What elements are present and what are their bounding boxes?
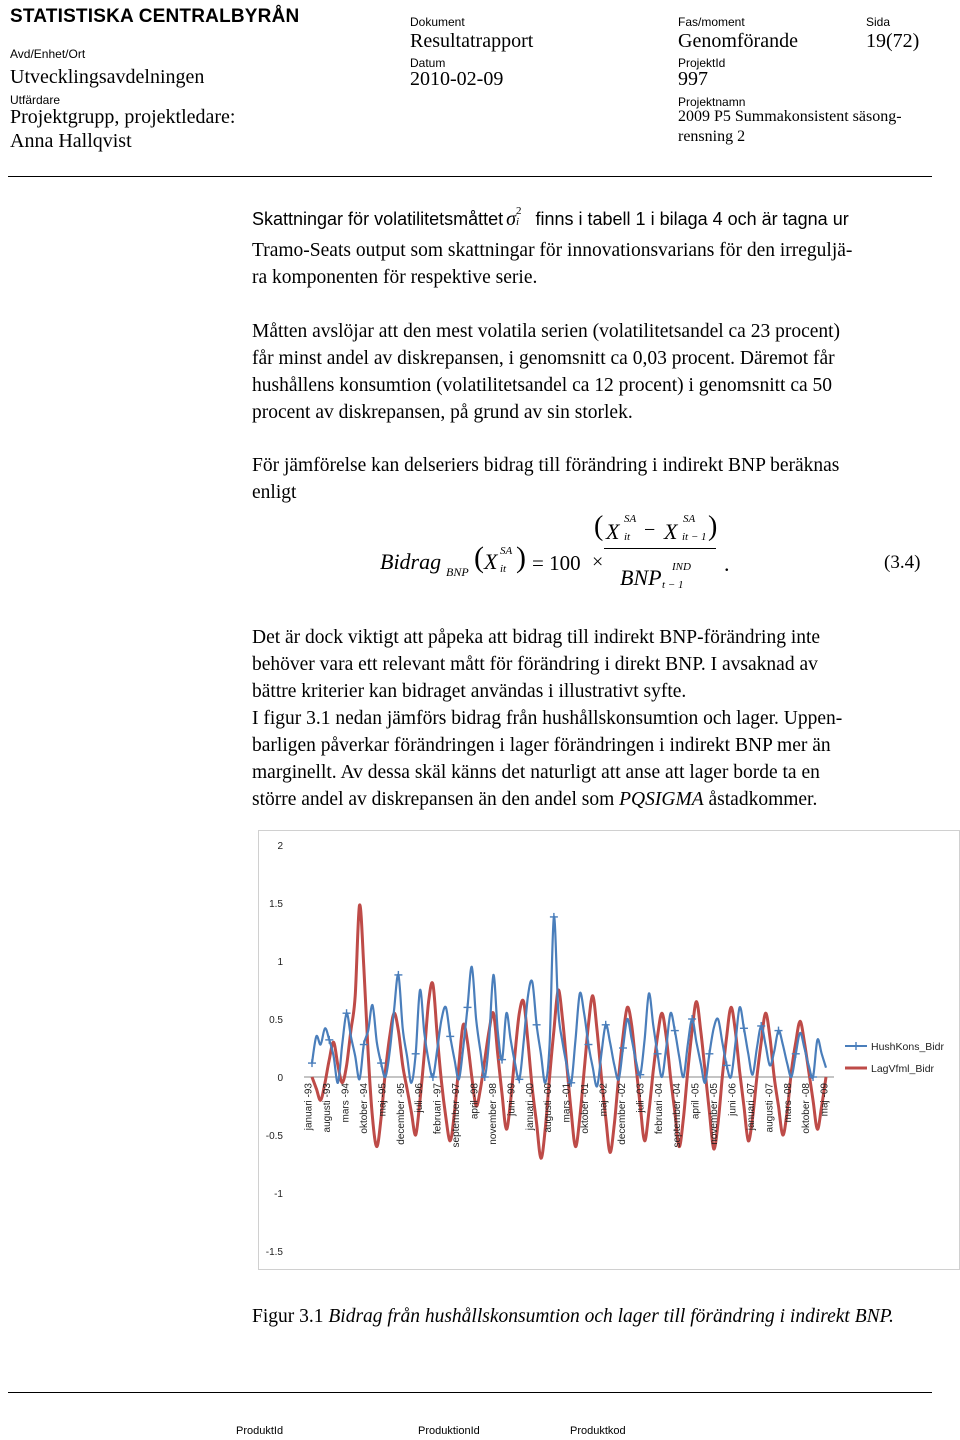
- chart-legend: [845, 1041, 944, 1075]
- project-id-label: ProjektId: [678, 56, 726, 70]
- sigma-sup: 2: [516, 204, 522, 217]
- x-tick-label: december -95: [395, 1083, 407, 1145]
- paragraph-2: [252, 318, 928, 426]
- formula-num-rparen: ): [708, 511, 718, 542]
- x-tick-label: april -98: [469, 1083, 481, 1120]
- issuer-line2: Anna Hallqvist: [10, 130, 132, 152]
- sigma-sub: i: [516, 215, 520, 228]
- phase-label: Fas/moment: [678, 15, 745, 29]
- x-tick-label: mars -94: [340, 1083, 352, 1123]
- formula-number: (3.4): [884, 552, 921, 573]
- p4-line-7-pre: större andel av diskrepansen än den andel som: [252, 789, 620, 810]
- x-tick-label: mars -08: [782, 1083, 794, 1123]
- p1-line-2: Tramo-Seats output som skattningar för innovationsvarians för den irreguljä-: [252, 240, 853, 261]
- y-tick-label: -1.5: [265, 1247, 283, 1258]
- p4-line-4: I figur 3.1 nedan jämförs bidrag från hushållskonsumtion och lager. Uppen-: [252, 708, 843, 729]
- series-line-hushkons-bidr: [312, 917, 826, 1087]
- formula-den-sub: t − 1: [662, 579, 684, 591]
- x-tick-label: oktober -01: [580, 1083, 592, 1134]
- footer-rule: [8, 1392, 932, 1393]
- series-point: [705, 1050, 713, 1058]
- x-tick-label: september -04: [672, 1083, 684, 1148]
- doc-value: Resultatrapport: [410, 30, 534, 52]
- project-name-label: Projektnamn: [678, 95, 746, 109]
- footer-produktkod: Produktkod: [570, 1425, 626, 1437]
- x-tick-label: februari -04: [653, 1083, 665, 1135]
- series-point: [394, 971, 402, 979]
- issuer-line1: Projektgrupp, projektledare:: [10, 106, 236, 128]
- fraction-bar: [604, 548, 716, 549]
- x-axis-labels: [304, 1083, 831, 1148]
- x-tick-label: juni -99: [506, 1083, 518, 1116]
- formula-den-bnp: BNP: [620, 565, 662, 590]
- p4-line-7-em: PQSIGMA: [619, 789, 704, 810]
- figure-caption: [252, 1306, 894, 1328]
- p4-line-7: [252, 786, 928, 813]
- org-name: STATISTISKA CENTRALBYRÅN: [10, 6, 300, 27]
- formula-num-lparen: (: [594, 511, 604, 542]
- formula-num-minus: −: [644, 519, 656, 541]
- series-point: [412, 1050, 420, 1058]
- footer-produkt-id: ProduktId: [236, 1425, 284, 1437]
- p1-line-1: [252, 206, 928, 233]
- p4-line-1: Det är dock viktigt att påpeka att bidrag till indirekt BNP-förändring inte: [252, 627, 821, 648]
- p1-text-pre: Skattningar för volatilitetsmåttet: [252, 209, 504, 229]
- x-tick-label: juli -96: [414, 1083, 426, 1113]
- p1-line-3: ra komponenten för respektive serie.: [252, 267, 538, 288]
- series-point: [550, 913, 558, 921]
- x-tick-label: mars -01: [561, 1083, 573, 1123]
- x-tick-label: augusti -00: [543, 1083, 555, 1133]
- formula-num-x1: X: [606, 519, 620, 544]
- p4-line-2: behöver vara ett relevant mått för förändring i direkt BNP. I avsaknad av: [252, 654, 818, 675]
- dept-label: Avd/Enhet/Ort: [10, 47, 86, 61]
- p4-line-3: bättre kriterier kan bidraget användas i illustrativt syfte.: [252, 681, 687, 702]
- formula-num-x2-sub: it − 1: [682, 531, 707, 543]
- formula-3-4: [380, 511, 940, 605]
- y-tick-label: 1: [277, 957, 283, 968]
- formula-bidrag: Bidrag: [380, 549, 442, 574]
- p2-line-4: procent av diskrepansen, på grund av sin storlek.: [252, 402, 633, 423]
- x-tick-label: oktober -94: [358, 1083, 370, 1134]
- p2-line-2: får minst andel av diskrepansen, i genomsnitt ca 0,03 procent. Däremot får: [252, 348, 835, 369]
- x-tick-label: november -98: [487, 1083, 499, 1145]
- series-point: [463, 1003, 471, 1011]
- phase-value: Genomförande: [678, 30, 798, 52]
- x-tick-label: december -02: [616, 1083, 628, 1145]
- formula-num-x2: X: [664, 519, 678, 544]
- sigma-symbol: σ: [506, 208, 516, 230]
- formula-x-sup: SA: [500, 545, 513, 557]
- series-point: [533, 1021, 541, 1029]
- x-tick-label: juni -06: [727, 1083, 739, 1116]
- y-tick-label: -1: [274, 1189, 283, 1200]
- footer-produktion-id: ProduktionId: [418, 1425, 480, 1437]
- date-label: Datum: [410, 56, 446, 70]
- x-tick-label: augusti -07: [764, 1083, 776, 1133]
- formula-lparen: (: [474, 541, 484, 574]
- page-value: 19(72): [866, 30, 920, 52]
- p2-line-1: Måtten avslöjar att den mest volatila serien (volatilitetsandel ca 23 procent): [252, 321, 841, 342]
- formula-rparen: ): [516, 541, 526, 574]
- legend-label: HushKons_Bidr: [871, 1041, 944, 1053]
- header-rule: [8, 176, 932, 177]
- p4-line-7-post: åstadkommer.: [703, 789, 818, 810]
- formula-x-sub: it: [500, 563, 507, 575]
- project-name-line2: rensning 2: [678, 128, 746, 145]
- y-tick-label: 2: [277, 841, 283, 852]
- formula-eq-100: = 100: [532, 551, 581, 575]
- p4-line-6: marginellt. Av dessa skäl känns det naturligt att anse att lager borde ta en: [252, 762, 820, 783]
- y-tick-label: -0.5: [265, 1131, 283, 1142]
- p2-line-3: hushållens konsumtion (volatilitetsandel ca 12 procent) i genomsnitt ca 50: [252, 375, 833, 396]
- x-tick-label: augusti -93: [322, 1083, 334, 1133]
- series-point: [343, 1009, 351, 1017]
- x-tick-label: februari -97: [432, 1083, 444, 1135]
- page-label: Sida: [866, 15, 891, 29]
- paragraph-1: [252, 206, 928, 291]
- project-id-value: 997: [678, 68, 708, 90]
- y-tick-label: 0.5: [269, 1015, 283, 1026]
- x-tick-label: maj -02: [598, 1083, 610, 1117]
- x-tick-label: januari -00: [524, 1083, 536, 1131]
- series-point: [446, 1032, 454, 1040]
- doc-label: Dokument: [410, 15, 465, 29]
- project-name-line1: 2009 P5 Summakonsistent säsong-: [678, 108, 902, 125]
- line-chart: [259, 831, 959, 1269]
- formula-times: ×: [592, 551, 604, 573]
- chart-container: [258, 830, 960, 1270]
- caption-label: Figur 3.1: [252, 1306, 329, 1327]
- dept-value: Utvecklingsavdelningen: [10, 66, 205, 88]
- x-tick-label: april -05: [690, 1083, 702, 1120]
- issuer-label: Utfärdare: [10, 93, 61, 107]
- paragraph-4: [252, 624, 928, 813]
- paragraph-3: [252, 452, 928, 506]
- x-tick-label: november -05: [709, 1083, 721, 1145]
- series-point: [308, 1059, 316, 1067]
- x-tick-label: januari -93: [303, 1083, 315, 1131]
- x-tick-label: maj -95: [377, 1083, 389, 1117]
- x-tick-label: juli -03: [635, 1083, 647, 1113]
- y-tick-label: 0: [277, 1073, 283, 1084]
- series-point: [602, 1021, 610, 1029]
- formula-num-x2-sup: SA: [683, 513, 696, 525]
- formula-num-x1-sup: SA: [624, 513, 637, 525]
- formula-bnp-sub: BNP: [446, 565, 469, 579]
- formula-dot: .: [724, 551, 730, 576]
- formula-den-sup: IND: [672, 561, 691, 573]
- p4-line-5: barligen påverkar förändringen i lager förändringen i indirekt BNP mer än: [252, 735, 831, 756]
- legend-label: LagVfml_Bidr: [871, 1063, 935, 1075]
- series-point: [377, 1059, 385, 1067]
- series-point: [740, 1024, 748, 1032]
- sigma-scripts: [516, 206, 522, 228]
- x-tick-label: oktober -08: [801, 1083, 813, 1134]
- x-tick-label: september -97: [451, 1083, 463, 1148]
- formula-x: X: [484, 549, 498, 574]
- x-tick-label: januari -07: [745, 1083, 757, 1131]
- p3-line-1: För jämförelse kan delseriers bidrag till förändring i indirekt BNP beräknas: [252, 455, 840, 476]
- x-tick-label: maj -09: [819, 1083, 831, 1117]
- y-tick-label: 1.5: [269, 899, 283, 910]
- caption-text: Bidrag från hushållskonsumtion och lager till förändring i indirekt BNP.: [328, 1306, 894, 1327]
- p3-line-2: enligt: [252, 482, 297, 503]
- series-point: [671, 1027, 679, 1035]
- date-value: 2010-02-09: [410, 68, 504, 90]
- formula-num-x1-sub: it: [624, 531, 631, 543]
- p1-text-post: finns i tabell 1 i bilaga 4 och är tagna ur: [535, 209, 849, 229]
